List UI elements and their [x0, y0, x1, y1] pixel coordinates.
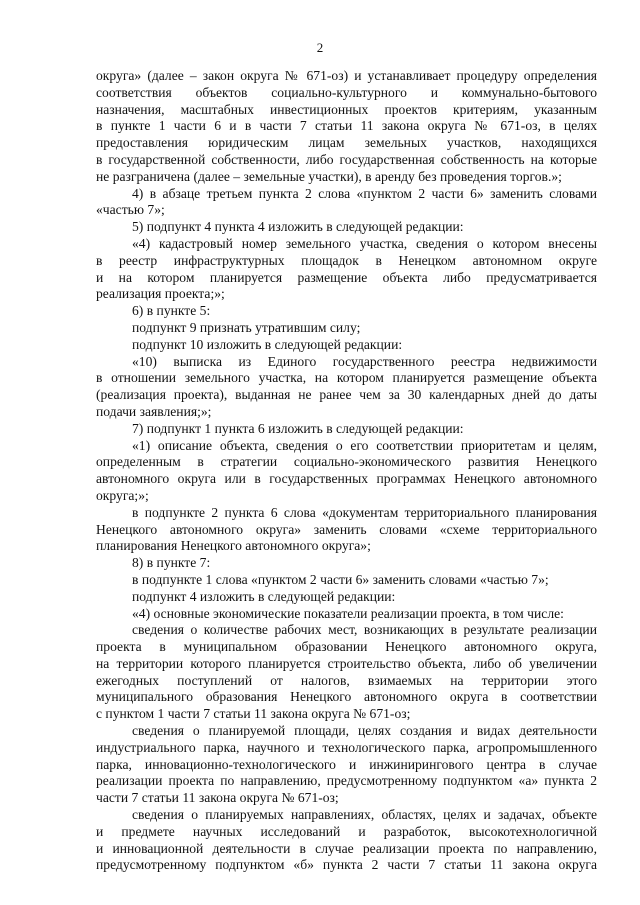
- text-line: с пунктом 1 части 7 статьи 11 закона округа № 671-оз;: [96, 706, 411, 722]
- text-line: и на котором планируется размещение объекта либо предусматривается: [96, 269, 597, 285]
- document-body: [96, 68, 597, 874]
- text-line: (реализация проекта), выданная не ранее чем за 30 календарных дней до даты: [96, 387, 597, 403]
- paragraph: [96, 68, 597, 186]
- text-line: парка, инновационно-технологического и инжинирингового центра в случае: [96, 756, 597, 772]
- paragraph: [96, 320, 597, 337]
- text-line: подпункт 9 признать утратившим силу;: [132, 319, 361, 335]
- text-line: «4) основные экономические показатели реализации проекта, в том числе:: [132, 605, 564, 621]
- text-line: сведения о планируемых направлениях, областях, целях и задачах, объекте: [132, 807, 597, 823]
- text-line: проекта в муниципальном образовании Ненецкого автономного округа,: [96, 639, 597, 655]
- paragraph: [96, 186, 597, 220]
- text-line: 5) подпункт 4 пункта 4 изложить в следующей редакции:: [132, 219, 464, 235]
- text-line: подачи заявления;»;: [96, 403, 212, 419]
- text-line: в государственной собственности, либо государственная собственность на которые: [96, 151, 597, 167]
- paragraph: [96, 303, 597, 320]
- text-line: предусмотренному подпунктом «б» пункта 2 части 7 статьи 11 закона округа: [96, 857, 597, 873]
- text-line: «4) кадастровый номер земельного участка, сведения о котором внесены: [132, 235, 597, 251]
- text-line: назначения, масштабных инвестиционных проектов критериям, указанным: [96, 101, 597, 117]
- text-line: в пункте 1 части 6 и в части 7 статьи 11 закона округа № 671-оз, в целях: [96, 118, 597, 134]
- text-line: 4) в абзаце третьем пункта 2 слова «пунктом 2 части 6» заменить словами: [132, 185, 597, 201]
- page-number: 2: [316, 40, 324, 55]
- text-line: «частью 7»;: [96, 202, 165, 218]
- text-line: «1) описание объекта, сведения о его соответствии приоритетам и целям,: [132, 437, 597, 453]
- text-line: в реестр инфраструктурных площадок в Ненецком автономном округе: [96, 252, 597, 268]
- paragraph: [96, 723, 597, 807]
- text-line: реализация проекта;»;: [96, 286, 225, 302]
- paragraph: [96, 438, 597, 505]
- text-line: и инновационной деятельности в случае реализации проекта по направлению,: [96, 840, 597, 856]
- text-line: и предмете научных исследований и разработок, высокотехнологичной: [96, 823, 597, 839]
- text-line: Ненецкого автономного округа» заменить словами «схеме территориального: [96, 521, 597, 537]
- text-line: ежегодных поступлений от налогов, взимаемых на территории этого: [96, 672, 597, 688]
- text-line: определенным в стратегии социально-экономического развития Ненецкого: [96, 454, 597, 470]
- text-line: соответствия объектов социально-культурного и коммунально-бытового: [96, 84, 597, 100]
- text-line: округа;»;: [96, 487, 149, 503]
- text-line: индустриального парка, научного и технологического парка, агропромышленного: [96, 739, 597, 755]
- text-line: сведения о планируемой площади, целях создания и видах деятельности: [132, 723, 597, 739]
- text-line: 8) в пункте 7:: [132, 555, 211, 571]
- text-line: в отношении земельного участка, на котором планируется размещение объекта: [96, 370, 597, 386]
- text-line: автономного округа или в государственных программах Ненецкого автономного: [96, 471, 597, 487]
- text-line: подпункт 4 изложить в следующей редакции:: [132, 588, 396, 604]
- text-line: части 7 статьи 11 закона округа № 671-оз;: [96, 790, 339, 806]
- paragraph: [96, 337, 597, 354]
- text-line: на территории которого планируется строительство объекта, либо об увеличении: [96, 655, 597, 671]
- text-line: предоставления юридическим лицам земельных участков, находящихся: [96, 135, 597, 151]
- text-line: сведения о количестве рабочих мест, возникающих в результате реализации: [132, 622, 597, 638]
- paragraph: [96, 236, 597, 303]
- text-line: планирования Ненецкого автономного округа»;: [96, 538, 371, 554]
- paragraph: [96, 555, 597, 572]
- text-line: реализации проекта по направлению, предусмотренному подпунктом «а» пункта 2: [96, 773, 597, 789]
- text-line: «10) выписка из Единого государственного реестра недвижимости: [132, 353, 597, 369]
- text-line: в подпункте 1 слова «пунктом 2 части 6» заменить словами «частью 7»;: [132, 571, 549, 587]
- paragraph: [96, 572, 597, 589]
- paragraph: [96, 622, 597, 723]
- paragraph: [96, 807, 597, 874]
- text-line: 6) в пункте 5:: [132, 303, 211, 319]
- text-line: 7) подпункт 1 пункта 6 изложить в следующей редакции:: [132, 420, 464, 436]
- paragraph: [96, 589, 597, 606]
- paragraph: [96, 606, 597, 623]
- paragraph: [96, 354, 597, 421]
- text-line: не разграничена (далее – земельные участки), в аренду без проведения торгов.»;: [96, 168, 562, 184]
- text-line: муниципального образования Ненецкого автономного округа в соответствии: [96, 689, 597, 705]
- text-line: подпункт 10 изложить в следующей редакции:: [132, 336, 403, 352]
- paragraph: [96, 219, 597, 236]
- text-line: округа» (далее – закон округа № 671-оз) и устанавливает процедуру определения: [96, 68, 597, 83]
- paragraph: [96, 421, 597, 438]
- text-line: в подпункте 2 пункта 6 слова «документам территориального планирования: [132, 504, 597, 520]
- paragraph: [96, 505, 597, 555]
